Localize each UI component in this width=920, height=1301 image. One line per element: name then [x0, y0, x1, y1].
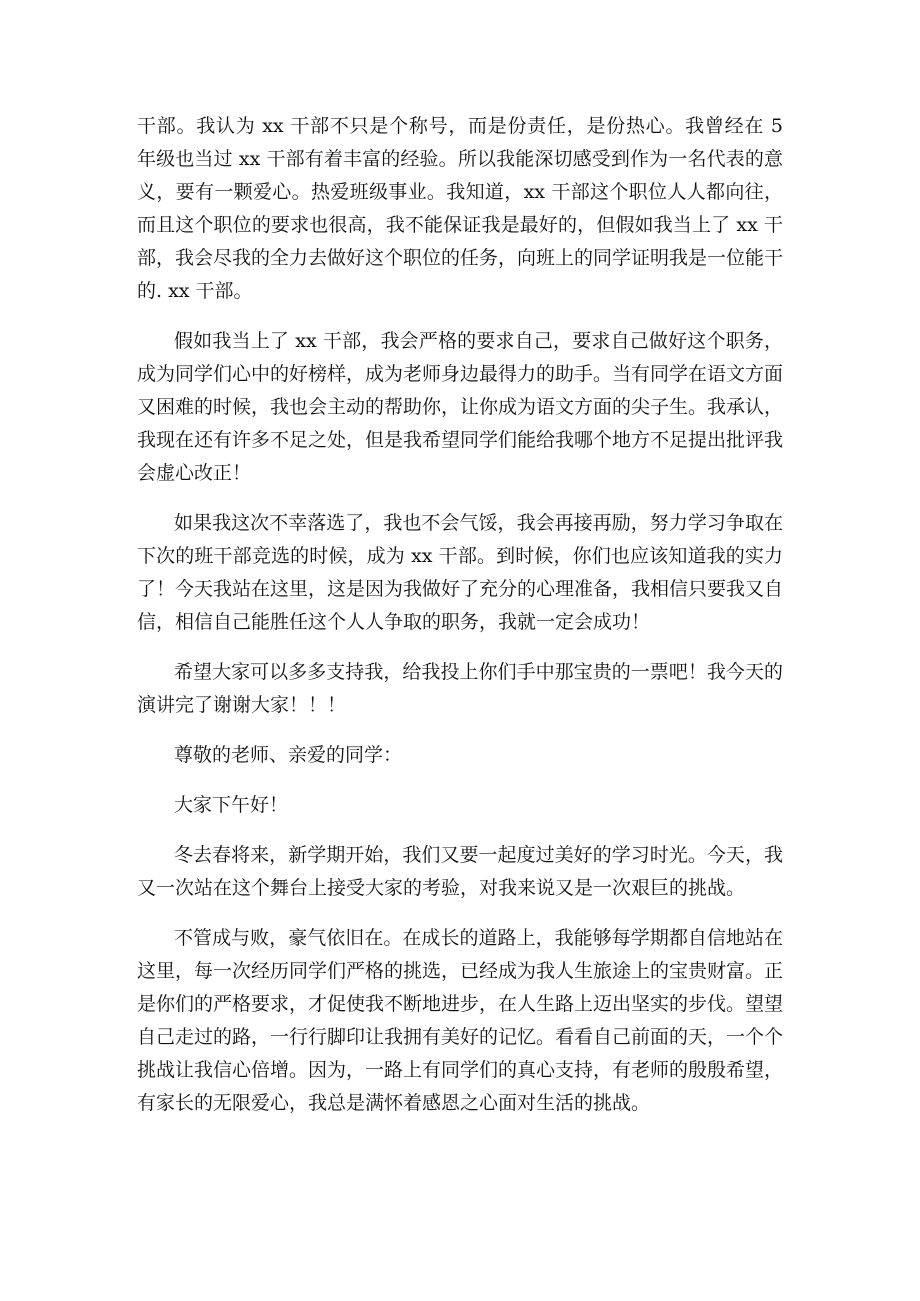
- document-body: [137, 110, 783, 1137]
- paragraph-2: 假如我当上了 xx 干部，我会严格的要求自己，要求自己做好这个职务，成为同学们心中的好榜样，成为老师身边最得力的助手。当有同学在语文方面又困难的时候，我也会主动的帮助你，让你成为语文方面的尖子生。我承认，我现在还有许多不足之处，但是我希望同学们能给我哪个地方不足提出批评我会虚心改正！: [137, 330, 784, 484]
- paragraph-3: 如果我这次不幸落选了，我也不会气馁，我会再接再励，努力学习争取在下次的班干部竞选的时候，成为 xx 干部。到时候，你们也应该知道我的实力了！今天我站在这里，这是因为我做好了充分的心理准备，我相信只要我又自信，相信自己能胜任这个人人争取的职务，我就一定会成功！: [137, 512, 784, 633]
- paragraph-4: 希望大家可以多多支持我，给我投上你们手中那宝贵的一票吧！我今天的演讲完了谢谢大家！！！: [137, 661, 783, 716]
- greeting-hello: 大家下午好！: [174, 794, 289, 816]
- paragraph-7: 冬去春将来，新学期开始，我们又要一起度过美好的学习时光。今天，我又一次站在这个舞台上接受大家的考验，对我来说又是一次艰巨的挑战。: [137, 844, 783, 899]
- paragraph-8: 不管成与败，豪气依旧在。在成长的道路上，我能够每学期都自信地站在这里，每一次经历同学们严格的挑选，已经成为我人生旅途上的宝贵财富。正是你们的严格要求，才促使我不断地进步，在人生路上迈出坚实的步伐。望望自己走过的路，一行行脚印让我拥有美好的记忆。看看自己前面的天，一个个挑战让我信心倍增。因为，一路上有同学们的真心支持，有老师的殷殷希望，有家长的无限爱心，我总是满怀着感恩之心面对生活的挑战。: [137, 927, 784, 1114]
- paragraph-1: 干部。我认为 xx 干部不只是个称号，而是份责任，是份热心。我曾经在 5 年级也当过 xx 干部有着丰富的经验。所以我能深切感受到作为一名代表的意义，要有一颗爱心。热爱班级事业。我知道，xx 干部这个职位人人都向往，而且这个职位的要求也很高，我不能保证我是最好的，但假如我当上了 xx 干部，我会尽我的全力去做好这个职位的任务，向班上的同学证明我是一位能干的. xx 干部。: [137, 115, 784, 302]
- greeting-salutation: 尊敬的老师、亲爱的同学：: [174, 744, 403, 766]
